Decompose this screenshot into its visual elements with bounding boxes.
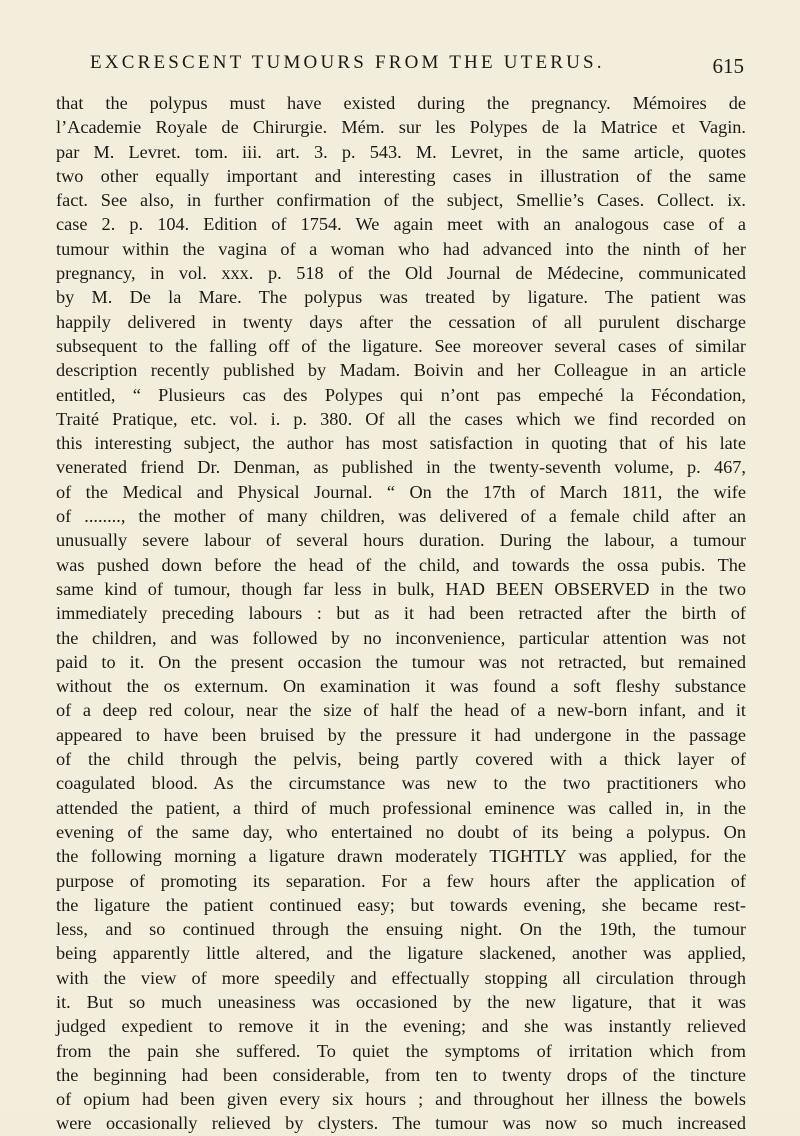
text-line: case 2. p. 104. Edition of 1754. We again meet with an analogous case of a xyxy=(56,214,746,235)
text-line: the beginning had been considerable, from ten to twenty drops of the tincture xyxy=(56,1064,746,1085)
text-line: from the pain she suffered. To quiet the symptoms of irritation which from xyxy=(56,1040,746,1061)
text-line: it. But so much uneasiness was occasioned by the new ligature, that it was xyxy=(56,991,746,1012)
text-line: of the Medical and Physical Journal. “ On the 17th of March 1811, the wife xyxy=(56,481,746,502)
text-line: par M. Levret. tom. iii. art. 3. p. 543. M. Levret, in the same article, quotes xyxy=(56,141,746,162)
text-line: l’Academie Royale de Chirurgie. Mém. sur les Polypes de la Matrice et Vagin. xyxy=(56,117,746,138)
text-line: tumour within the vagina of a woman who had advanced into the ninth of her xyxy=(56,238,746,259)
running-head xyxy=(56,52,744,82)
text-line: the ligature the patient continued easy; but towards evening, she became rest- xyxy=(56,894,746,915)
text-line: coagulated blood. As the circumstance was new to the two practitioners who xyxy=(56,773,746,794)
running-title: EXCRESCENT TUMOURS FROM THE UTERUS. xyxy=(90,52,605,73)
page-number: 615 xyxy=(712,54,744,78)
text-line: of the child through the pelvis, being partly covered with a thick layer of xyxy=(56,749,746,770)
text-line: evening of the same day, who entertained no doubt of its being a polypus. On xyxy=(56,821,746,842)
text-line: without the os externum. On examination it was found a soft fleshy substance xyxy=(56,676,746,697)
text-line: the children, and was followed by no inconvenience, particular attention was not xyxy=(56,627,746,648)
text-line: less, and so continued through the ensuing night. On the 19th, the tumour xyxy=(56,919,746,940)
text-line: by M. De la Mare. The polypus was treated by ligature. The patient was xyxy=(56,287,746,308)
text-line: of a deep red colour, near the size of half the head of a new-born infant, and it xyxy=(56,700,746,721)
text-line: happily delivered in twenty days after the cessation of all purulent discharge xyxy=(56,311,746,332)
text-line: pregnancy, in vol. xxx. p. 518 of the Old Journal de Médecine, communicated xyxy=(56,263,746,284)
text-line: were occasionally relieved by clysters. The tumour was now so much increased xyxy=(56,1113,746,1134)
text-line: paid to it. On the present occasion the tumour was not retracted, but remained xyxy=(56,651,746,672)
text-line: Traité Pratique, etc. vol. i. p. 380. Of all the cases which we find recorded on xyxy=(56,408,746,429)
text-line: entitled, “ Plusieurs cas des Polypes qui n’ont pas empeché la Fécondation, xyxy=(56,384,746,405)
text-line: same kind of tumour, though far less in bulk, HAD BEEN OBSERVED in the two xyxy=(56,578,746,599)
text-line: description recently published by Madam. Boivin and her Colleague in an article xyxy=(56,360,746,381)
text-line: judged expedient to remove it in the evening; and she was instantly relieved xyxy=(56,1016,746,1037)
text-line: two other equally important and interesting cases in illustration of the same xyxy=(56,165,746,186)
body-text xyxy=(56,91,746,1136)
text-line: subsequent to the falling off of the ligature. See moreover several cases of similar xyxy=(56,335,746,356)
text-line: being apparently little altered, and the ligature slackened, another was applied, xyxy=(56,943,746,964)
text-line: purpose of promoting its separation. For a few hours after the application of xyxy=(56,870,746,891)
text-line: that the polypus must have existed during the pregnancy. Mémoires de xyxy=(56,93,746,113)
text-line: immediately preceding labours : but as it had been retracted after the birth of xyxy=(56,603,746,624)
text-line: unusually severe labour of several hours duration. During the labour, a tumour xyxy=(56,530,746,551)
text-line: appeared to have been bruised by the pressure it had undergone in the passage xyxy=(56,724,746,745)
text-line: was pushed down before the head of the child, and towards the ossa pubis. The xyxy=(56,554,746,575)
text-line: fact. See also, in further confirmation of the subject, Smellie’s Cases. Collect. ix. xyxy=(56,190,746,211)
text-line: of opium had been given every six hours ; and throughout her illness the bowels xyxy=(56,1089,746,1110)
text-line: attended the patient, a third of much professional eminence was called in, in the xyxy=(56,797,746,818)
text-line: venerated friend Dr. Denman, as published in the twenty-seventh volume, p. 467, xyxy=(56,457,746,478)
text-line: the following morning a ligature drawn moderately TIGHTLY was applied, for the xyxy=(56,846,746,867)
text-line: of ........, the mother of many children, was delivered of a female child after an xyxy=(56,506,746,527)
text-line: with the view of more speedily and effectually stopping all circulation through xyxy=(56,967,746,988)
text-line: this interesting subject, the author has most satisfaction in quoting that of his late xyxy=(56,433,746,454)
